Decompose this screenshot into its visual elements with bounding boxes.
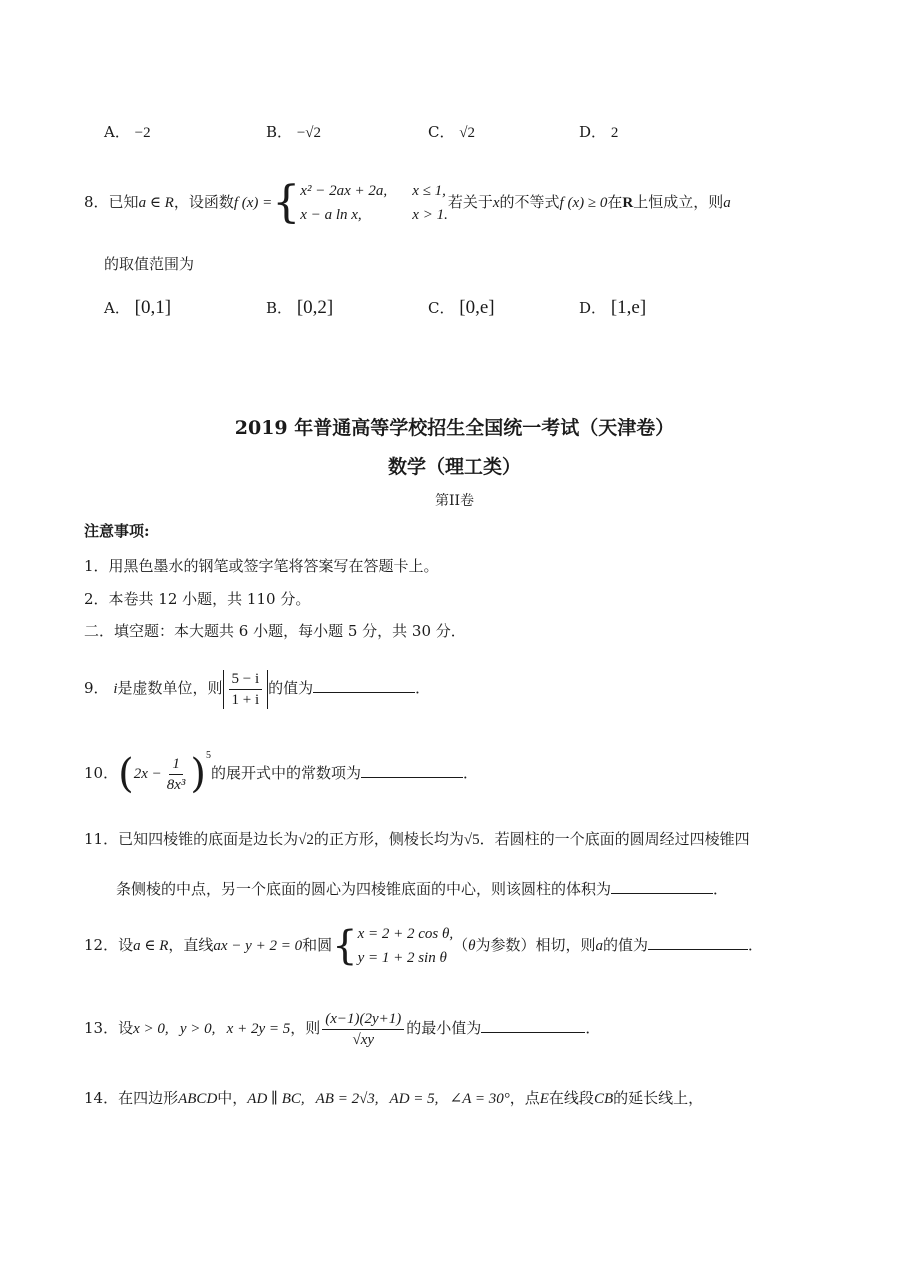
q7-option-c: C． √2	[428, 123, 475, 141]
q14: 14．在四边形ABCD中，AD ∥ BC, AB = 2√3, AD = 5, ∠A = 30°，点E在线段CB的延长线上，	[84, 1089, 704, 1107]
q8-line2: 的取值范围为	[104, 255, 195, 273]
q7-option-d: D． 2	[579, 123, 619, 141]
q9: 9． i是虚数单位，则 $\frac{5 - i}{1 + i}$ 的值为 ．	[84, 670, 431, 708]
q8-option-c: C． [0,e]	[428, 297, 495, 318]
exam-title: 2019 年普通高等学校招生全国统一考试（天津卷）	[234, 417, 675, 439]
q11-line2: 条侧棱的中点，另一个底面的圆心为四棱锥底面的中心，则该圆柱的体积为 ．	[116, 880, 729, 898]
exam-subtitle: 数学（理工类）	[387, 456, 521, 478]
q12-parametric: x = 2 + 2 cos θ, y = 1 + 2 sin θ	[357, 926, 454, 966]
volume-label: 第II卷	[434, 493, 475, 509]
q10-answer-blank[interactable]	[361, 763, 463, 778]
q8-option-a: A． [0,1]	[104, 297, 172, 318]
q9-abs-fraction: $\frac{5 - i}{1 + i}$	[223, 670, 269, 709]
q7-option-a: A． −2	[104, 123, 151, 141]
notes-item-1: 1．用黑色墨水的钢笔或签字笔将答案写在答题卡上。	[84, 557, 439, 575]
q8-piecewise: x² − 2ax + 2a, x ≤ 1, x − a ln x, x > 1.	[300, 183, 448, 223]
notes-item-2: 2．本卷共 12 小题，共 110 分。	[84, 590, 311, 608]
q7-option-b: B． −√2	[266, 123, 322, 141]
q8-option-d: D． [1,e]	[579, 297, 647, 318]
q13: 13．设x > 0, y > 0, x + 2y = 5，则 $\frac{(x-1)(2y+1)}{√xy}$ 的最小值为 ．	[84, 1010, 601, 1048]
q13-answer-blank[interactable]	[481, 1018, 585, 1033]
q9-answer-blank[interactable]	[313, 678, 415, 693]
q11-line1: 11．已知四棱锥的底面是边长为√2的正方形，侧棱长均为√5．若圆柱的一个底面的圆周经过四棱锥四	[84, 830, 750, 848]
q12-answer-blank[interactable]	[648, 935, 748, 950]
q8-line1: 8．已知a ∈ R，设函数f (x) ={ x² − 2ax + 2a, x ≤ 1, x − a ln x, x > 1. 若关于x的不等式f (x) ≥ 0在R上恒成立，则a	[84, 177, 731, 228]
q10: 10．(2x − $\frac{1}{\text{8x³}}$ )$^5$的展开式中的常数项为 ．	[84, 750, 479, 797]
q12: 12．设a ∈ R，直线ax − y + 2 = 0和圆{ x = 2 + 2 cos θ, y = 1 + 2 sin θ （θ为参数）相切，则a的值为 ．	[84, 923, 764, 969]
q11-answer-blank[interactable]	[611, 879, 713, 894]
section-heading: 二．填空题：本大题共 6 小题，每小题 5 分，共 30 分．	[84, 622, 466, 640]
q8-option-b: B． [0,2]	[266, 297, 334, 318]
notes-heading: 注意事项:	[84, 522, 150, 540]
